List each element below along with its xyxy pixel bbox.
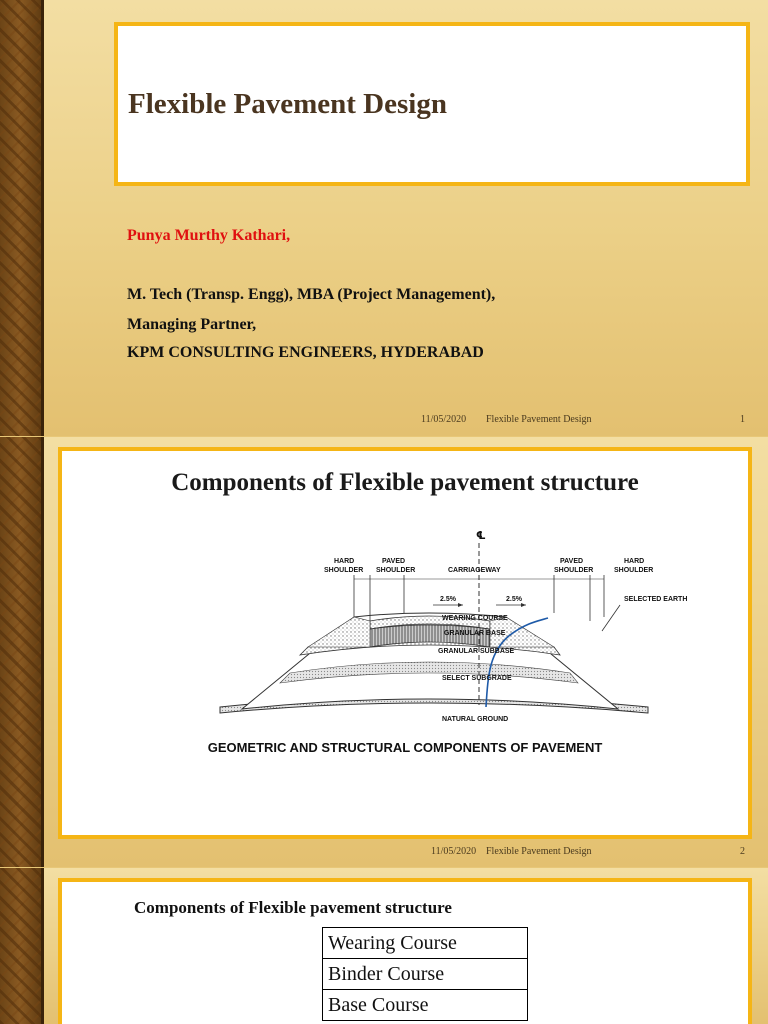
label-hard-shoulder-left-1: HARD bbox=[334, 558, 355, 565]
decorative-leaf-strip bbox=[0, 0, 44, 436]
pavement-diagram-svg bbox=[158, 523, 698, 763]
footer-title: Flexible Pavement Design bbox=[486, 414, 592, 425]
content-frame bbox=[58, 878, 752, 1024]
label-select-subgrade: SELECT SUBGRADE bbox=[442, 675, 512, 682]
content-frame bbox=[58, 447, 752, 839]
decorative-leaf-strip bbox=[0, 437, 44, 867]
slide-1 bbox=[0, 0, 768, 436]
slide-title: Flexible Pavement Design bbox=[128, 88, 447, 120]
company-name: KPM CONSULTING ENGINEERS, HYDERABAD bbox=[127, 344, 484, 361]
slide-title: Components of Flexible pavement structure bbox=[171, 469, 639, 496]
label-granular-base: GRANULAR BASE bbox=[444, 630, 506, 637]
diagram-caption: GEOMETRIC AND STRUCTURAL COMPONENTS OF PAVEMENT bbox=[207, 740, 603, 755]
title-frame bbox=[114, 22, 750, 186]
table-row bbox=[323, 990, 528, 1021]
footer-date: 11/05/2020 bbox=[431, 846, 477, 857]
label-paved-shoulder-right-2: SHOULDER bbox=[554, 567, 594, 574]
author-qualifications: M. Tech (Transp. Engg), MBA (Project Management), bbox=[127, 286, 496, 303]
author-name: Punya Murthy Kathari, bbox=[127, 227, 291, 244]
footer-date: 11/05/2020 bbox=[421, 414, 467, 425]
label-slope-right: 2.5% bbox=[506, 596, 522, 603]
table-row bbox=[323, 959, 528, 990]
label-paved-shoulder-right-1: PAVED bbox=[560, 558, 584, 565]
pavement-courses-table bbox=[322, 927, 528, 1021]
label-paved-shoulder-left-2: SHOULDER bbox=[376, 567, 416, 574]
footer-page: 1 bbox=[740, 414, 745, 425]
table-cell: Base Course bbox=[323, 990, 528, 1021]
label-hard-shoulder-right-2: SHOULDER bbox=[614, 567, 654, 574]
slide-2 bbox=[0, 437, 768, 867]
pavement-cross-section-diagram bbox=[158, 523, 698, 763]
label-wearing-course: WEARING COURSE bbox=[442, 615, 508, 622]
label-slope-left: 2.5% bbox=[440, 596, 456, 603]
table-row bbox=[323, 928, 528, 959]
author-role: Managing Partner, bbox=[127, 316, 257, 333]
slide-title: Components of Flexible pavement structure bbox=[134, 898, 452, 917]
footer-page: 2 bbox=[740, 846, 745, 857]
label-granular-subbase: GRANULAR SUBBASE bbox=[438, 648, 515, 655]
slide-3 bbox=[0, 868, 768, 1024]
centerline-symbol: ℄ bbox=[476, 530, 486, 542]
label-natural-ground: NATURAL GROUND bbox=[442, 716, 509, 723]
label-selected-earth: SELECTED EARTH bbox=[624, 596, 688, 603]
decorative-leaf-strip bbox=[0, 868, 44, 1024]
footer-title: Flexible Pavement Design bbox=[486, 846, 592, 857]
label-hard-shoulder-right-1: HARD bbox=[624, 558, 645, 565]
table-cell: Wearing Course bbox=[323, 928, 528, 959]
table-cell: Binder Course bbox=[323, 959, 528, 990]
label-carriageway: CARRIAGEWAY bbox=[448, 567, 501, 574]
label-paved-shoulder-left-1: PAVED bbox=[382, 558, 406, 565]
label-hard-shoulder-left-2: SHOULDER bbox=[324, 567, 364, 574]
